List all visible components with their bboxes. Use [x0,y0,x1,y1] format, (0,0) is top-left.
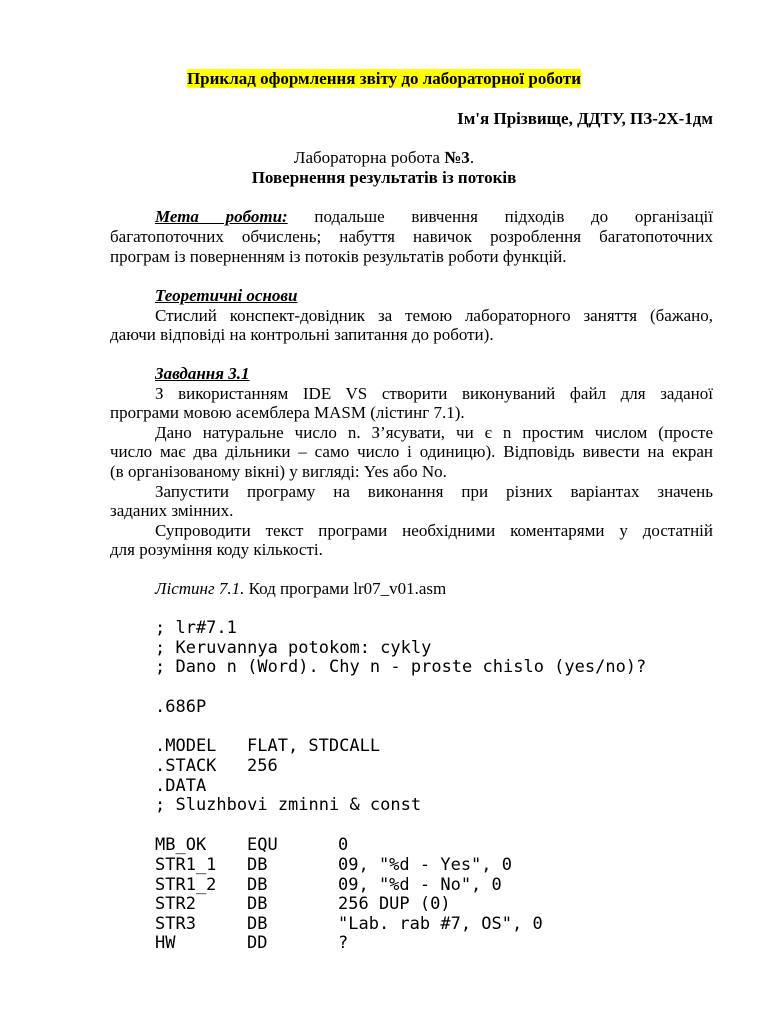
task-heading: Завдання 3.1 [155,364,250,383]
listing-caption: Лістинг 7.1. Код програми lr07_v01.asm [155,579,447,598]
code-row: MB_OK EQU 0 [155,835,349,855]
code-comment-3: ; Dano n (Word). Chy n - proste chislo (yes/no)? [155,657,647,677]
code-row: STR1_2 DB 09, "%d - No", 0 [155,875,502,895]
task-p2-line-3: (в організованому вікні) у вигляді: Yes або No. [110,462,447,481]
lab-topic: Повернення результатів із потоків [251,168,517,187]
code-comment-2: ; Keruvannya potokom: cykly [155,638,432,658]
code-row: STR3 DB "Lab. rab #7, OS", 0 [155,914,543,934]
code-data-comment: ; Sluzhbovi zminni & const [155,795,422,815]
author-line: Ім'я Прізвище, ДДТУ, ПЗ-2Х-1дм [457,109,713,128]
code-comment-1: ; lr#7.1 [155,618,237,638]
code-model-line: .MODEL FLAT, STDCALL [155,736,381,756]
task-p3-line-1: Запустити програму на виконання при різних варіантах значень [155,482,713,501]
code-data-directive: .DATA [155,776,207,796]
task-p1-line-2: програми мовою асемблера MASM (лістинг 7.1). [110,403,465,422]
code-row: STR2 DB 256 DUP (0) [155,894,451,914]
report-header [0,69,768,89]
task-p2-line-1: Дано натуральне число n. З’ясувати, чи є n простим числом (просте [155,423,713,442]
goal-line-2: багатопоточних обчислень; набуття навичок розроблення багатопоточних [110,227,713,246]
code-row: HW DD ? [155,933,349,953]
theory-heading: Теоретичні основи [155,286,298,305]
goal-line-3: програм із поверненням із потоків результатів роботи функцій. [110,247,567,266]
report-example-title: Приклад оформлення звіту до лабораторної роботи [186,69,582,88]
code-directive-686p: .686P [155,697,207,717]
task-p1-line-1: З використанням IDE VS створити виконуваний файл для заданої [155,384,713,403]
goal-line-1: Мета роботи: подальше вивчення підходів до організації [155,207,713,226]
code-stack-line: .STACK 256 [155,756,278,776]
theory-line-1: Стислий конспект-довідник за темою лабораторного заняття (бажано, [155,306,713,325]
goal-label: Мета роботи: [155,207,288,226]
task-p4-line-2: для розуміння коду кількості. [110,540,323,559]
lab-number-line: Лабораторна робота №3. [293,148,475,167]
theory-line-2: даючи відповіді на контрольні запитання до роботи). [110,325,494,344]
task-p2-line-2: число має два дільники – само число і одиницю). Відповідь вивести на екран [110,442,713,461]
task-p3-line-2: заданих змінних. [110,501,234,520]
task-p4-line-1: Супроводити текст програми необхідними коментарями у достатній [155,521,713,540]
code-row: STR1_1 DB 09, "%d - Yes", 0 [155,855,512,875]
